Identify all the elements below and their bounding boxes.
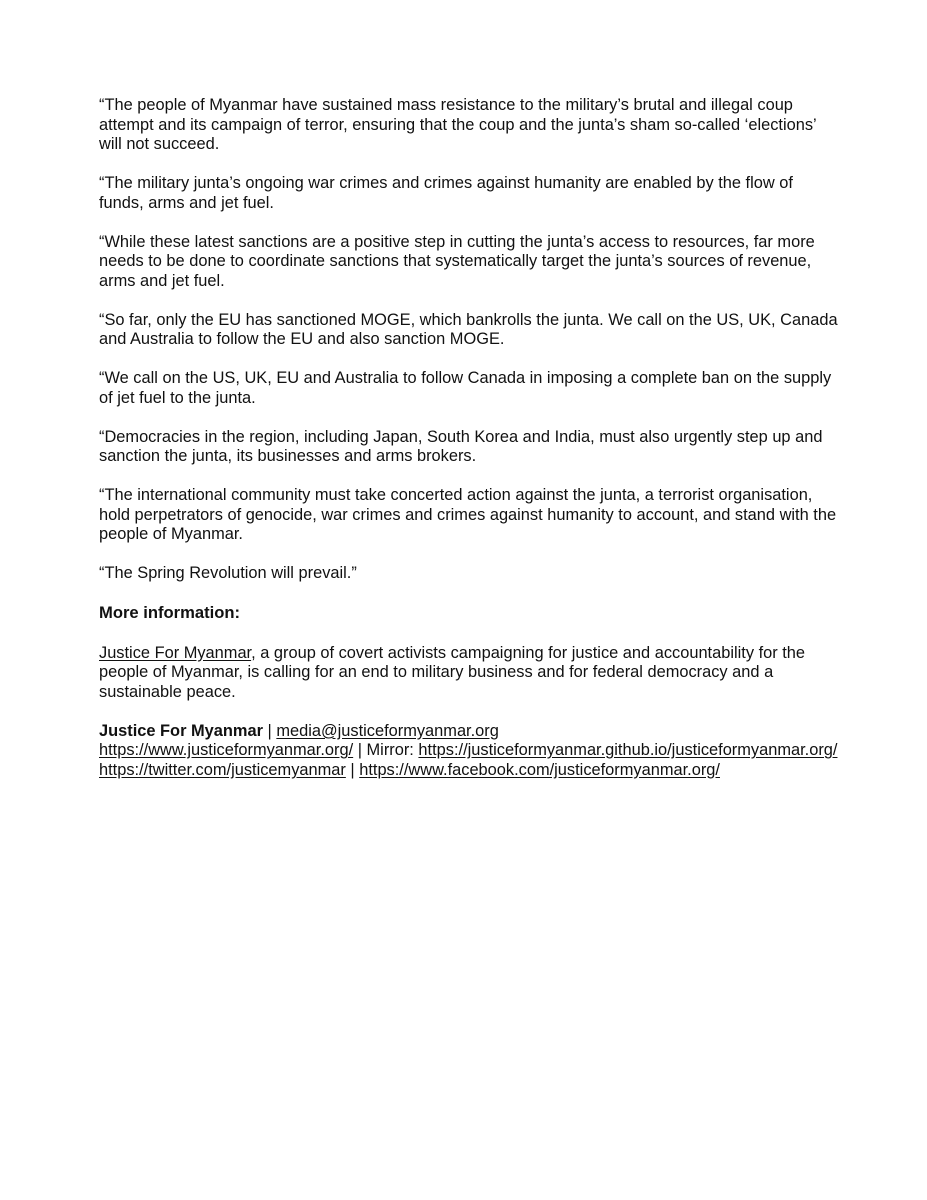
paragraph-3: “While these latest sanctions are a positive step in cutting the junta’s access to resources, far more needs to be done to coordinate sanctions that systematically target the junta’s sources of revenue, arms and jet fuel. [99,232,815,290]
contact-line-2 [99,741,839,761]
more-information-heading: More information: [99,603,241,622]
contact-org-name: Justice For Myanmar [99,721,263,740]
paragraph-6: “Democracies in the region, including Japan, South Korea and India, must also urgently step up and sanction the junta, its businesses and arms brokers. [99,427,823,465]
org-link[interactable]: Justice For Myanmar [99,643,252,662]
separator: | [262,721,277,740]
paragraph-7: “The international community must take concerted action against the junta, a terrorist organisation, hold perpetrators of genocide, war crimes and crimes against humanity to account, and stand with the people of Myanmar. [99,486,837,543]
paragraph-4: “So far, only the EU has sanctioned MOGE, which bankrolls the junta. We call on the US, UK, Canada and Australia to follow the EU and also sanction MOGE. [99,310,838,348]
paragraph-5: “We call on the US, UK, EU and Australia to follow Canada in imposing a complete ban on the supply of jet fuel to the junta. [99,369,832,407]
contact-line-3 [99,761,839,781]
twitter-link[interactable]: https://twitter.com/justicemyanmar [99,760,346,779]
paragraph-8: “The Spring Revolution will prevail.” [99,564,357,582]
website-link[interactable]: https://www.justiceformyanmar.org/ [99,741,354,759]
org-description-paragraph [99,644,839,703]
org-description-text: , a group of covert activists campaigning for justice and accountability for the people of Myanmar, is calling for an end to military business and for federal democracy and a sustainable peace. [99,643,806,701]
document-page [99,96,839,780]
contact-block [99,722,839,781]
contact-line-1 [99,722,839,742]
email-link[interactable]: media@justiceformyanmar.org [276,721,499,740]
separator: | [345,760,360,779]
mirror-label: | Mirror: [353,741,419,759]
paragraph-1: “The people of Myanmar have sustained mass resistance to the military’s brutal and illegal coup attempt and its campaign of terror, ensuring that the coup and the junta’s sham so-called ‘elections’ will not succeed. [99,96,817,153]
mirror-link[interactable]: https://justiceformyanmar.github.io/justiceformyanmar.org/ [418,741,838,759]
facebook-link[interactable]: https://www.facebook.com/justiceformyanmar.org/ [359,760,720,779]
paragraph-2: “The military junta’s ongoing war crimes and crimes against humanity are enabled by the flow of funds, arms and jet fuel. [99,174,793,212]
